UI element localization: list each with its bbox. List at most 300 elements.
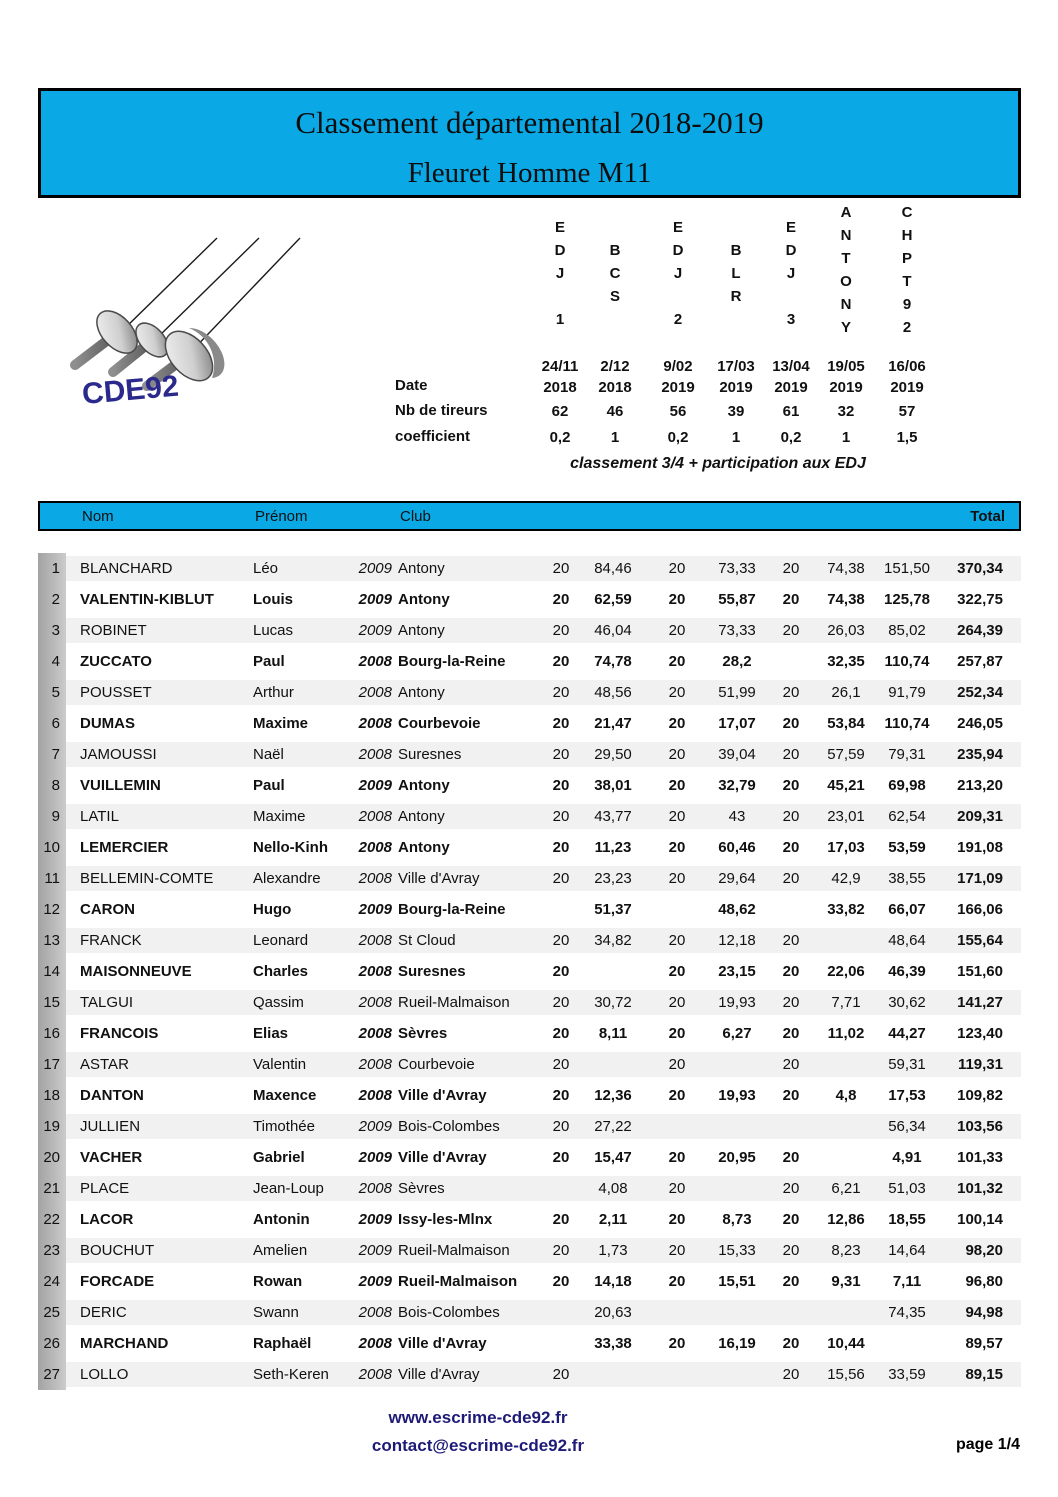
cell-birth-year: 2008 <box>358 870 392 887</box>
cell-club: Antony <box>398 808 445 825</box>
cell-prenom: Elias <box>253 1025 289 1042</box>
cell-score-1: 20,63 <box>594 1304 632 1321</box>
cell-birth-year: 2008 <box>358 808 392 825</box>
coefficient-row-label: coefficient <box>395 428 471 445</box>
cell-score-0: 20 <box>552 1025 570 1042</box>
cell-club: Antony <box>398 591 450 608</box>
cell-nom: JULLIEN <box>80 1118 141 1135</box>
cell-nom: ASTAR <box>80 1056 129 1073</box>
cell-prenom: Paul <box>253 777 285 794</box>
cell-score-4: 20 <box>782 591 800 608</box>
cell-score-5: 23,01 <box>827 808 865 825</box>
event-date: 13/04 2019 <box>772 358 810 396</box>
table-row <box>66 1297 1021 1328</box>
cell-club: Antony <box>398 839 450 856</box>
cell-prenom: Nello-Kinh <box>253 839 328 856</box>
cell-club: Bois-Colombes <box>398 1118 500 1135</box>
cell-club: Courbevoie <box>398 715 481 732</box>
cell-score-0: 20 <box>552 870 570 887</box>
cell-score-5: 17,03 <box>827 839 865 856</box>
table-header-bar <box>38 501 1021 531</box>
cell-score-1: 51,37 <box>594 901 632 918</box>
cell-score-5: 9,31 <box>831 1273 861 1290</box>
cell-score-3: 60,46 <box>718 839 756 856</box>
event-name-vertical: E D J 2 <box>672 219 684 328</box>
cell-total: 89,15 <box>965 1366 1003 1383</box>
row-rank: 1 <box>51 560 60 577</box>
cell-score-1: 12,36 <box>594 1087 632 1104</box>
cell-score-6: 51,03 <box>888 1180 926 1197</box>
cell-score-5: 42,9 <box>831 870 861 887</box>
cell-prenom: Arthur <box>253 684 294 701</box>
cell-score-5: 8,23 <box>831 1242 861 1259</box>
cell-score-6: 66,07 <box>888 901 926 918</box>
cell-score-1: 34,82 <box>594 932 632 949</box>
row-rank: 9 <box>51 808 60 825</box>
cell-birth-year: 2009 <box>358 591 392 608</box>
logo-text: CDE92 <box>80 369 180 411</box>
cell-score-4: 20 <box>782 1242 800 1259</box>
cell-nom: CARON <box>80 901 135 918</box>
cell-score-2: 20 <box>668 1056 686 1073</box>
row-rank: 15 <box>43 994 60 1011</box>
cell-score-2: 20 <box>668 1025 686 1042</box>
cell-club: Bourg-la-Reine <box>398 901 506 918</box>
cell-total: 103,56 <box>957 1118 1003 1135</box>
event-nb-tireurs: 39 <box>727 403 745 420</box>
cell-birth-year: 2008 <box>358 746 392 763</box>
cell-score-3: 29,64 <box>718 870 756 887</box>
cell-score-6: 14,64 <box>888 1242 926 1259</box>
cell-score-0: 20 <box>552 808 570 825</box>
cell-nom: FRANCOIS <box>80 1025 159 1042</box>
row-rank: 17 <box>43 1056 60 1073</box>
cell-score-3: 6,27 <box>722 1025 752 1042</box>
cell-total: 252,34 <box>957 684 1003 701</box>
event-name-vertical: E D J 3 <box>785 219 797 328</box>
cell-score-0: 20 <box>552 653 570 670</box>
cell-nom: MAISONNEUVE <box>80 963 192 980</box>
cell-nom: MARCHAND <box>80 1335 169 1352</box>
table-row <box>66 894 1021 925</box>
cell-score-3: 8,73 <box>722 1211 752 1228</box>
cell-score-5: 4,8 <box>835 1087 857 1104</box>
cell-score-6: 85,02 <box>888 622 926 639</box>
table-row <box>66 677 1021 708</box>
cell-club: Sèvres <box>398 1025 448 1042</box>
cell-score-6: 33,59 <box>888 1366 926 1383</box>
tireurs-row-label: Nb de tireurs <box>395 402 488 419</box>
cell-club: St Cloud <box>398 932 456 949</box>
table-row <box>66 770 1021 801</box>
cell-score-2: 20 <box>668 1180 686 1197</box>
cell-club: Suresnes <box>398 963 466 980</box>
cell-prenom: Charles <box>253 963 309 980</box>
row-rank: 18 <box>43 1087 60 1104</box>
cell-nom: FRANCK <box>80 932 142 949</box>
cell-birth-year: 2009 <box>358 1118 392 1135</box>
cell-prenom: Maxence <box>253 1087 317 1104</box>
cell-score-0: 20 <box>552 1242 570 1259</box>
cell-score-5: 15,56 <box>827 1366 865 1383</box>
cell-score-4: 20 <box>782 870 800 887</box>
cell-club: Rueil-Malmaison <box>398 1242 510 1259</box>
table-row <box>66 1080 1021 1111</box>
cell-score-6: 56,34 <box>888 1118 926 1135</box>
cell-score-3: 23,15 <box>718 963 756 980</box>
cell-club: Suresnes <box>398 746 462 763</box>
cell-score-5: 10,44 <box>827 1335 865 1352</box>
document-subtitle: Fleuret Homme M11 <box>407 157 652 189</box>
cell-nom: ZUCCATO <box>80 653 152 670</box>
table-row <box>66 1328 1021 1359</box>
event-coefficient: 1 <box>731 429 741 446</box>
cell-score-2: 20 <box>668 870 686 887</box>
cell-score-6: 46,39 <box>888 963 926 980</box>
cell-total: 322,75 <box>957 591 1003 608</box>
cell-prenom: Paul <box>253 653 285 670</box>
cell-total: 191,08 <box>957 839 1003 856</box>
cell-prenom: Alexandre <box>253 870 321 887</box>
column-header-nom: Nom <box>82 507 114 525</box>
cell-club: Antony <box>398 622 445 639</box>
cell-score-0: 20 <box>552 622 570 639</box>
cell-nom: POUSSET <box>80 684 152 701</box>
cell-score-3: 48,62 <box>718 901 756 918</box>
cell-score-5: 32,35 <box>827 653 865 670</box>
cell-total: 119,31 <box>957 1056 1003 1073</box>
cell-score-3: 55,87 <box>718 591 756 608</box>
website-link[interactable]: www.escrime-cde92.fr <box>388 1408 568 1427</box>
cell-score-1: 21,47 <box>594 715 632 732</box>
document-title: Classement départemental 2018-2019 <box>295 105 764 140</box>
cell-score-2: 20 <box>668 839 686 856</box>
cell-score-0: 20 <box>552 684 570 701</box>
cell-score-1: 29,50 <box>594 746 632 763</box>
cell-club: Courbevoie <box>398 1056 475 1073</box>
cell-score-1: 14,18 <box>594 1273 632 1290</box>
event-date: 16/06 2019 <box>888 358 926 396</box>
cell-club: Ville d'Avray <box>398 1149 487 1166</box>
cell-score-6: 62,54 <box>888 808 926 825</box>
cell-nom: TALGUI <box>80 994 134 1011</box>
cell-score-1: 8,11 <box>598 1025 628 1042</box>
table-row <box>66 1142 1021 1173</box>
cell-club: Sèvres <box>398 1180 445 1197</box>
table-row <box>66 584 1021 615</box>
cell-score-6: 38,55 <box>888 870 926 887</box>
cell-score-0: 20 <box>552 994 570 1011</box>
cell-score-0: 20 <box>552 1087 570 1104</box>
cell-score-6: 79,31 <box>888 746 926 763</box>
column-header-total: Total <box>970 507 1005 525</box>
cell-score-3: 28,2 <box>722 653 752 670</box>
page-indicator: page 1/4 <box>955 1436 1020 1453</box>
cell-birth-year: 2009 <box>358 622 392 639</box>
cell-score-0: 20 <box>552 1149 570 1166</box>
cell-birth-year: 2008 <box>358 1335 392 1352</box>
table-row <box>66 1235 1021 1266</box>
cell-prenom: Léo <box>253 560 279 577</box>
cell-prenom: Jean-Loup <box>253 1180 324 1197</box>
cell-score-2: 20 <box>668 622 686 639</box>
rank-number-strip <box>38 553 66 1390</box>
cell-score-2: 20 <box>668 963 686 980</box>
cell-club: Antony <box>398 684 445 701</box>
cell-score-4: 20 <box>782 1335 800 1352</box>
event-date: 9/02 2019 <box>661 358 695 396</box>
row-rank: 12 <box>43 901 60 918</box>
row-rank: 8 <box>51 777 60 794</box>
cell-score-2: 20 <box>668 591 686 608</box>
ranking-rule-note: classement 3/4 + participation aux EDJ <box>570 455 866 472</box>
cell-score-0: 20 <box>552 1118 570 1135</box>
cell-score-2: 20 <box>668 1242 686 1259</box>
cell-nom: ROBINET <box>80 622 147 639</box>
cell-score-6: 53,59 <box>888 839 926 856</box>
row-rank: 21 <box>43 1180 60 1197</box>
cell-prenom: Timothée <box>253 1118 315 1135</box>
cell-nom: LACOR <box>80 1211 134 1228</box>
cell-score-0: 20 <box>552 932 570 949</box>
cell-total: 171,09 <box>957 870 1003 887</box>
cell-birth-year: 2008 <box>358 1180 392 1197</box>
cell-score-1: 4,08 <box>598 1180 628 1197</box>
table-row <box>66 553 1021 584</box>
cell-score-2: 20 <box>668 1149 686 1166</box>
row-rank: 22 <box>43 1211 60 1228</box>
cell-score-0: 20 <box>552 1211 570 1228</box>
cell-birth-year: 2008 <box>358 963 392 980</box>
cell-total: 246,05 <box>957 715 1003 732</box>
cell-nom: DANTON <box>80 1087 144 1104</box>
cell-nom: DUMAS <box>80 715 135 732</box>
cell-score-0: 20 <box>552 746 570 763</box>
cell-score-5: 74,38 <box>827 560 865 577</box>
cell-birth-year: 2009 <box>358 1242 392 1259</box>
table-row <box>66 615 1021 646</box>
table-row <box>66 1173 1021 1204</box>
row-rank: 19 <box>43 1118 60 1135</box>
cell-prenom: Qassim <box>253 994 304 1011</box>
cell-score-6: 7,11 <box>892 1273 922 1290</box>
cell-score-4: 20 <box>782 1273 800 1290</box>
cell-score-6: 59,31 <box>888 1056 926 1073</box>
cell-score-2: 20 <box>668 1087 686 1104</box>
contact-email-link[interactable]: contact@escrime-cde92.fr <box>371 1436 585 1455</box>
cell-score-3: 19,93 <box>718 1087 756 1104</box>
cell-score-4: 20 <box>782 963 800 980</box>
table-row <box>66 1111 1021 1142</box>
cell-score-5: 74,38 <box>827 591 865 608</box>
row-rank: 26 <box>43 1335 60 1352</box>
cell-prenom: Lucas <box>253 622 294 639</box>
event-name-vertical: B L R <box>730 242 742 305</box>
cell-prenom: Amelien <box>253 1242 308 1259</box>
cell-score-5: 7,71 <box>831 994 861 1011</box>
cell-score-3: 32,79 <box>718 777 756 794</box>
cell-birth-year: 2008 <box>358 994 392 1011</box>
cell-score-6: 69,98 <box>888 777 926 794</box>
column-header-club: Club <box>400 507 431 525</box>
cell-total: 235,94 <box>957 746 1003 763</box>
cell-nom: BOUCHUT <box>80 1242 155 1259</box>
date-row-label: Date <box>395 377 428 394</box>
event-coefficient: 0,2 <box>780 429 802 446</box>
row-rank: 7 <box>51 746 60 763</box>
cell-score-6: 151,50 <box>884 560 930 577</box>
table-row <box>66 1049 1021 1080</box>
cell-total: 101,33 <box>957 1149 1003 1166</box>
cell-score-4: 20 <box>782 1211 800 1228</box>
cell-score-2: 20 <box>668 777 686 794</box>
cell-score-6: 4,91 <box>892 1149 922 1166</box>
cell-nom: JAMOUSSI <box>80 746 157 763</box>
cell-birth-year: 2009 <box>358 1149 392 1166</box>
table-row <box>66 1266 1021 1297</box>
row-rank: 24 <box>43 1273 60 1290</box>
cell-score-1: 62,59 <box>594 591 632 608</box>
cell-nom: PLACE <box>80 1180 130 1197</box>
row-rank: 23 <box>43 1242 60 1259</box>
cell-club: Issy-les-Mlnx <box>398 1211 493 1228</box>
cell-birth-year: 2008 <box>358 1056 392 1073</box>
cell-score-6: 18,55 <box>888 1211 926 1228</box>
cell-total: 94,98 <box>965 1304 1003 1321</box>
row-rank: 4 <box>51 653 60 670</box>
cell-club: Rueil-Malmaison <box>398 1273 518 1290</box>
cell-birth-year: 2008 <box>358 715 392 732</box>
cell-score-1: 2,11 <box>598 1211 628 1228</box>
cell-club: Bourg-la-Reine <box>398 653 506 670</box>
row-rank: 20 <box>43 1149 60 1166</box>
cell-score-4: 20 <box>782 777 800 794</box>
cell-score-4: 20 <box>782 684 800 701</box>
cell-score-3: 73,33 <box>718 622 756 639</box>
table-row <box>66 863 1021 894</box>
cell-score-4: 20 <box>782 839 800 856</box>
cell-score-0: 20 <box>552 1056 570 1073</box>
cell-nom: LEMERCIER <box>80 839 169 856</box>
cell-score-4: 20 <box>782 994 800 1011</box>
cell-score-2: 20 <box>668 560 686 577</box>
cell-score-6: 17,53 <box>888 1087 926 1104</box>
cell-score-0: 20 <box>552 839 570 856</box>
cell-score-1: 27,22 <box>594 1118 632 1135</box>
cell-score-5: 11,02 <box>827 1025 865 1042</box>
cell-birth-year: 2009 <box>358 560 392 577</box>
event-coefficient: 1 <box>610 429 620 446</box>
cell-score-1: 1,73 <box>598 1242 628 1259</box>
cell-total: 155,64 <box>957 932 1003 949</box>
event-name-vertical: B C S <box>609 242 621 305</box>
cell-prenom: Louis <box>253 591 293 608</box>
cell-score-0: 20 <box>552 715 570 732</box>
event-nb-tireurs: 62 <box>551 403 569 420</box>
events-header-block <box>38 200 1021 495</box>
cell-score-6: 44,27 <box>888 1025 926 1042</box>
table-row <box>66 956 1021 987</box>
cell-birth-year: 2008 <box>358 1025 392 1042</box>
cell-birth-year: 2008 <box>358 932 392 949</box>
cell-total: 257,87 <box>957 653 1003 670</box>
cell-prenom: Rowan <box>253 1273 303 1290</box>
table-row <box>66 925 1021 956</box>
cell-score-1: 15,47 <box>594 1149 632 1166</box>
cell-score-2: 20 <box>668 808 686 825</box>
cell-score-2: 20 <box>668 715 686 732</box>
cell-total: 141,27 <box>957 994 1003 1011</box>
cell-score-1: 46,04 <box>594 622 632 639</box>
cell-club: Ville d'Avray <box>398 1087 487 1104</box>
cell-prenom: Hugo <box>253 901 292 918</box>
row-rank: 16 <box>43 1025 60 1042</box>
table-row <box>66 646 1021 677</box>
cell-club: Ville d'Avray <box>398 870 480 887</box>
cell-prenom: Seth-Keren <box>253 1366 329 1383</box>
cell-nom: VACHER <box>80 1149 143 1166</box>
cell-score-4: 20 <box>782 1056 800 1073</box>
cell-birth-year: 2008 <box>358 1304 392 1321</box>
cell-score-3: 43 <box>728 808 746 825</box>
cell-score-0: 20 <box>552 777 570 794</box>
cell-nom: VALENTIN-KIBLUT <box>80 591 214 608</box>
cell-score-4: 20 <box>782 715 800 732</box>
cell-score-1: 48,56 <box>594 684 632 701</box>
cell-score-5: 6,21 <box>831 1180 861 1197</box>
event-coefficient: 0,2 <box>549 429 571 446</box>
cell-score-1: 30,72 <box>594 994 632 1011</box>
cell-score-3: 12,18 <box>718 932 756 949</box>
cell-prenom: Gabriel <box>253 1149 305 1166</box>
cell-club: Antony <box>398 777 450 794</box>
cell-club: Rueil-Malmaison <box>398 994 510 1011</box>
cell-score-2: 20 <box>668 1273 686 1290</box>
cell-score-6: 110,74 <box>884 715 930 732</box>
cell-prenom: Naël <box>253 746 284 763</box>
event-name-vertical: C H P T 9 2 <box>901 204 913 336</box>
cell-total: 101,32 <box>957 1180 1003 1197</box>
table-row <box>66 1359 1021 1390</box>
cell-score-1: 11,23 <box>594 839 632 856</box>
cell-score-3: 51,99 <box>718 684 756 701</box>
cell-prenom: Valentin <box>253 1056 307 1073</box>
table-row <box>66 1204 1021 1235</box>
cell-birth-year: 2009 <box>358 1211 392 1228</box>
row-rank: 13 <box>43 932 60 949</box>
cell-score-2: 20 <box>668 1211 686 1228</box>
cell-prenom: Maxime <box>253 715 309 732</box>
cell-total: 370,34 <box>957 560 1003 577</box>
cell-score-5: 12,86 <box>827 1211 865 1228</box>
row-rank: 25 <box>43 1304 60 1321</box>
cell-score-2: 20 <box>668 932 686 949</box>
event-coefficient: 0,2 <box>667 429 689 446</box>
cell-birth-year: 2009 <box>358 1273 392 1290</box>
cell-nom: DERIC <box>80 1304 127 1321</box>
event-name-vertical: A N T O N Y <box>840 204 852 336</box>
table-row <box>66 801 1021 832</box>
row-rank: 5 <box>51 684 60 701</box>
cell-score-5: 53,84 <box>827 715 865 732</box>
row-rank: 3 <box>51 622 60 639</box>
event-date: 17/03 2019 <box>717 358 755 396</box>
event-date: 19/05 2019 <box>827 358 865 396</box>
event-nb-tireurs: 32 <box>837 403 855 420</box>
cell-score-2: 20 <box>668 653 686 670</box>
cell-score-3: 17,07 <box>718 715 756 732</box>
cell-score-4: 20 <box>782 808 800 825</box>
